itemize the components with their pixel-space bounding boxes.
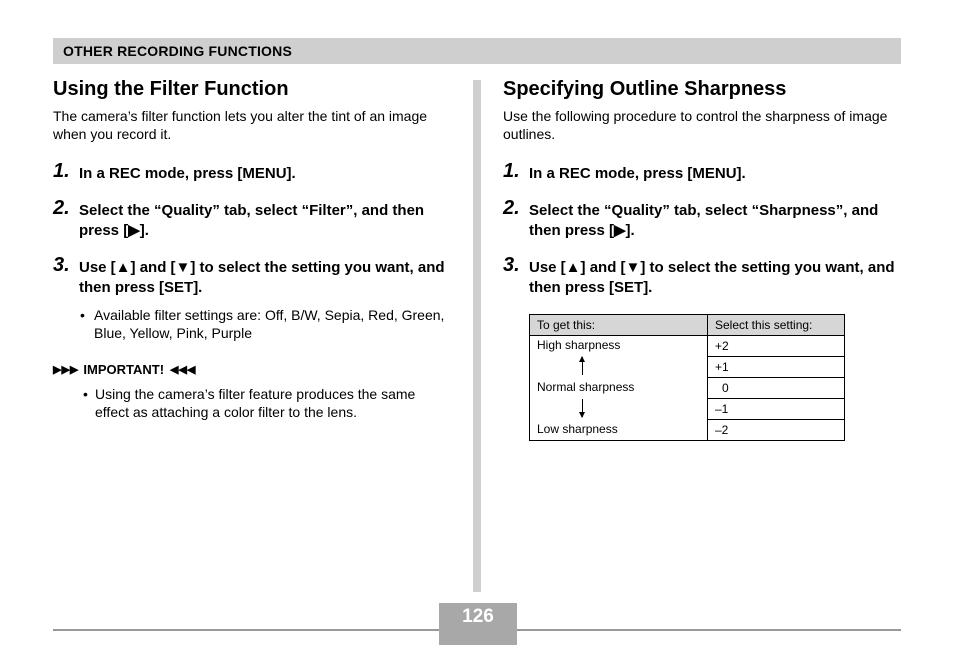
filter-section: [53, 78, 453, 421]
filter-step-3: [53, 254, 453, 298]
sharpness-steps: [503, 160, 903, 298]
step-text: In a REC mode, press [MENU].: [79, 165, 296, 182]
important-note: [53, 385, 453, 421]
setting-cell: +1: [708, 357, 845, 378]
sharpness-scale-cell: [530, 336, 708, 441]
sharpness-intro: Use the following procedure to control the sharpness of image outlines.: [503, 108, 888, 142]
sharpness-section: [503, 78, 903, 315]
table-header-cell: To get this:: [530, 315, 708, 336]
important-left-icon: ▶▶▶: [53, 364, 79, 376]
bullet-icon: •: [83, 386, 88, 402]
important-label: IMPORTANT!: [83, 362, 165, 377]
sharpness-step-1: [503, 160, 903, 184]
step-number: 1.: [53, 160, 70, 182]
important-heading: [53, 362, 453, 377]
section-title: OTHER RECORDING FUNCTIONS: [63, 43, 292, 59]
important-right-icon: ◀◀◀: [170, 364, 196, 376]
filter-step-2: [53, 197, 453, 241]
sharpness-heading: Specifying Outline Sharpness: [503, 78, 787, 100]
table-header-row: [530, 315, 845, 336]
normal-sharpness-label: Normal sharpness: [537, 380, 635, 394]
step-text: Use [▲] and [▼] to select the setting you want, and then press [SET].: [529, 259, 895, 296]
step-text: Select the “Quality” tab, select “Sharpness”, and then press [▶].: [529, 202, 879, 239]
step-number: 3.: [53, 254, 70, 276]
step-text: In a REC mode, press [MENU].: [529, 165, 746, 182]
filter-intro: The camera’s filter function lets you alter the tint of an image when you record it.: [53, 108, 428, 142]
column-divider: [473, 80, 481, 592]
arrow-down-icon: [582, 399, 583, 417]
bullet-icon: •: [80, 307, 85, 323]
page-number: 126: [462, 606, 494, 627]
setting-cell: –1: [708, 399, 845, 420]
step-text: Select the “Quality” tab, select “Filter”, and then press [▶].: [79, 202, 425, 239]
page-number-box: [439, 603, 517, 645]
setting-cell: +2: [708, 336, 845, 357]
filter-step-1: [53, 160, 453, 184]
important-text: Using the camera’s filter feature produces the same effect as attaching a color filter to the lens.: [95, 386, 416, 420]
high-sharpness-label: High sharpness: [537, 338, 621, 352]
arrow-up-icon: [582, 357, 583, 375]
filter-steps: [53, 160, 453, 298]
table-row: [530, 336, 845, 357]
setting-cell: 0: [708, 378, 845, 399]
sharpness-table: [529, 314, 845, 441]
sharpness-step-3: [503, 254, 903, 298]
step-number: 2.: [53, 197, 70, 219]
table-header-cell: Select this setting:: [708, 315, 845, 336]
bullet-text: Available filter settings are: Off, B/W, Sepia, Red, Green, Blue, Yellow, Pink, Purple: [94, 307, 445, 341]
step-text: Use [▲] and [▼] to select the setting you want, and then press [SET].: [79, 259, 445, 296]
sharpness-step-2: [503, 197, 903, 241]
step-number: 1.: [503, 160, 520, 182]
filter-settings-note: [53, 306, 453, 342]
filter-heading: Using the Filter Function: [53, 78, 289, 100]
step-number: 3.: [503, 254, 520, 276]
section-header-bar: [53, 38, 901, 64]
setting-cell: –2: [708, 420, 845, 441]
low-sharpness-label: Low sharpness: [537, 422, 618, 436]
step-number: 2.: [503, 197, 520, 219]
